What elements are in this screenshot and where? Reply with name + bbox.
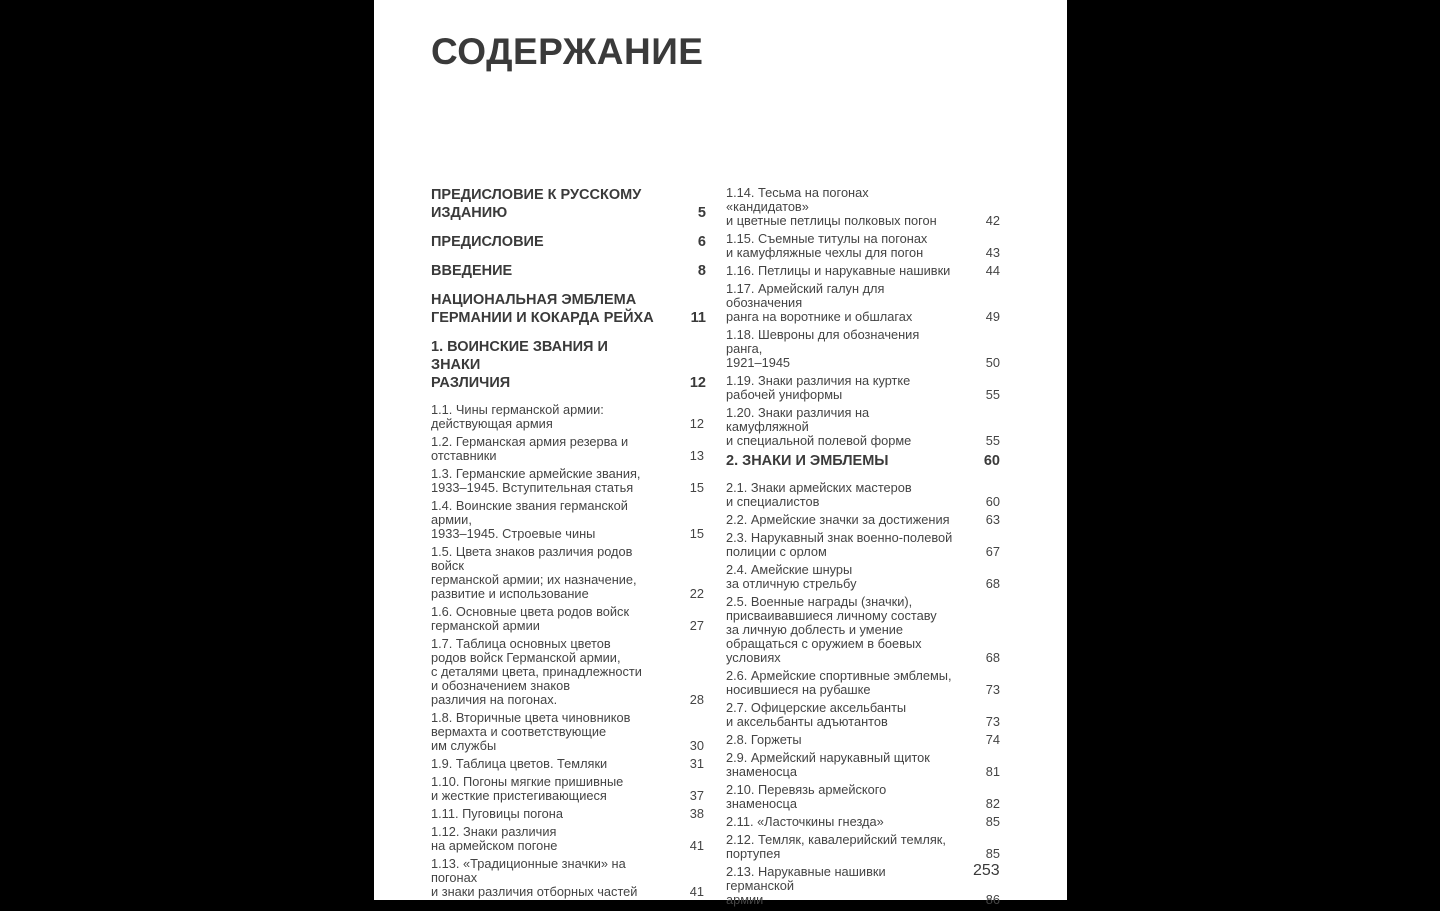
- toc-entry: [726, 264, 1000, 278]
- toc-entry: [726, 374, 1000, 402]
- toc-entry: [431, 825, 706, 853]
- toc-entry-page: 6: [697, 234, 706, 250]
- toc-entry-title: 2.7. Офицерские аксельбанты и аксельбанты адъютантов: [726, 700, 907, 729]
- toc-entry-page: 86: [985, 892, 1000, 907]
- toc-entry-title: 2.2. Армейские значки за достижения: [726, 512, 950, 527]
- toc-entry-page: 68: [985, 650, 1000, 665]
- toc-entry: [431, 637, 706, 707]
- page-number: 253: [973, 862, 1000, 879]
- toc-entry: [431, 545, 706, 601]
- toc-entry-title: 2.10. Перевязь армейского знаменосца: [726, 782, 887, 811]
- toc-entry: [726, 783, 1000, 811]
- toc-entry: [431, 291, 706, 327]
- toc-entry: [726, 186, 1000, 228]
- toc-entry-title: ВВЕДЕНИЕ: [431, 263, 513, 279]
- toc-entry-page: 41: [689, 884, 704, 899]
- toc-entry: [431, 605, 706, 633]
- toc-entry-title: 1.1. Чины германской армии: действующая армия: [431, 402, 604, 431]
- toc-entry-title: 1.18. Шевроны для обозначения ранга, 1921–1945: [726, 327, 920, 370]
- toc-entry-page: 8: [697, 263, 706, 279]
- toc-entry: [726, 865, 1000, 907]
- toc-entry-page: 37: [689, 788, 704, 803]
- toc-entry-title: 1.9. Таблица цветов. Темляки: [431, 756, 608, 771]
- toc-entry: [431, 262, 706, 280]
- toc-entry-title: 1. ВОИНСКИЕ ЗВАНИЯ И ЗНАКИ РАЗЛИЧИЯ: [431, 339, 608, 391]
- toc-entry-page: 85: [985, 814, 1000, 829]
- toc-entry-page: 55: [985, 387, 1000, 402]
- toc-entry: [726, 833, 1000, 861]
- toc-entry-page: 13: [689, 448, 704, 463]
- toc-entry: [431, 807, 706, 821]
- toc-entry-title: 1.20. Знаки различия на камуфляжной и специальной полевой форме: [726, 405, 912, 448]
- toc-entry-title: 2.9. Армейский нарукавный щиток знаменосца: [726, 750, 930, 779]
- toc-entry: [431, 338, 706, 392]
- toc-entry: [726, 282, 1000, 324]
- toc-entry-page: 67: [985, 544, 1000, 559]
- toc-entry-title: 2.12. Темляк, кавалерийский темляк, портупея: [726, 832, 946, 861]
- toc-entry-title: НАЦИОНАЛЬНАЯ ЭМБЛЕМА ГЕРМАНИИ И КОКАРДА РЕЙХА: [431, 292, 654, 326]
- toc-entry-page: 50: [985, 355, 1000, 370]
- toc-entry-page: 63: [985, 512, 1000, 527]
- toc-entry-title: 2.11. «Ласточкины гнезда»: [726, 814, 884, 829]
- toc-entry-title: 1.17. Армейский галун для обозначения ранга на воротнике и обшлагах: [726, 281, 913, 324]
- toc-entry-title: 2.4. Амейские шнуры за отличную стрельбу: [726, 562, 857, 591]
- toc-entry-page: 12: [689, 416, 704, 431]
- toc-entry: [431, 775, 706, 803]
- toc-entry-page: 49: [985, 309, 1000, 324]
- toc-entry-title: 1.4. Воинские звания германской армии, 1933–1945. Строевые чины: [431, 498, 628, 541]
- toc-entry: [726, 815, 1000, 829]
- toc-entry-title: 1.13. «Традиционные значки» на погонах и знаки различия отборных частей: [431, 856, 638, 899]
- toc-entry-page: 15: [689, 526, 704, 541]
- toc-entry: [431, 711, 706, 753]
- toc-entry-title: 1.5. Цвета знаков различия родов войск германской армии; их назначение, развитие и использование: [431, 544, 637, 601]
- book-page: [374, 0, 1067, 907]
- toc-entry-title: 1.3. Германские армейские звания, 1933–1945. Вступительная статья: [431, 466, 641, 495]
- toc-entry-page: 55: [985, 433, 1000, 448]
- toc-entry-title: 1.8. Вторичные цвета чиновников вермахта и соответствующие им службы: [431, 710, 631, 753]
- toc-left-column: [431, 186, 706, 903]
- toc-entry-title: 1.6. Основные цвета родов войск германской армии: [431, 604, 630, 633]
- toc-entry: [726, 406, 1000, 448]
- toc-entry-page: 74: [985, 732, 1000, 747]
- toc-entry-title: 2.3. Нарукавный знак военно-полевой полиции с орлом: [726, 530, 953, 559]
- toc-entry: [726, 701, 1000, 729]
- toc-entry: [726, 232, 1000, 260]
- toc-entry-title: 1.7. Таблица основных цветов родов войск Германской армии, с деталями цвета, принадлежности и обозначением знаков различия на погонах.: [431, 636, 642, 707]
- toc-entry-page: 22: [689, 586, 704, 601]
- toc-entry-page: 85: [985, 846, 1000, 861]
- toc-entry: [431, 757, 706, 771]
- toc-entry-title: 1.19. Знаки различия на куртке рабочей униформы: [726, 373, 911, 402]
- toc-entry-page: 60: [983, 453, 1000, 469]
- toc-entry-title: 2.1. Знаки армейских мастеров и специалистов: [726, 480, 912, 509]
- toc-entry-title: 1.11. Пуговицы погона: [431, 806, 563, 821]
- toc-entry: [726, 595, 1000, 665]
- toc-entry-page: 5: [697, 205, 706, 221]
- toc-entry: [726, 733, 1000, 747]
- toc-right-column: [726, 186, 1000, 911]
- toc-entry: [726, 513, 1000, 527]
- toc-entry-page: 81: [985, 764, 1000, 779]
- toc-entry-page: 68: [985, 576, 1000, 591]
- toc-entry-title: 2.6. Армейские спортивные эмблемы, носившиеся на рубашке: [726, 668, 952, 697]
- toc-entry-page: 60: [985, 494, 1000, 509]
- toc-entry-page: 73: [985, 714, 1000, 729]
- toc-entry-page: 38: [689, 806, 704, 821]
- toc-entry: [726, 531, 1000, 559]
- toc-entry: [431, 499, 706, 541]
- toc-entry: [726, 751, 1000, 779]
- toc-entry-title: 1.15. Съемные титулы на погонах и камуфляжные чехлы для погон: [726, 231, 928, 260]
- toc-entry-page: 31: [689, 756, 704, 771]
- toc-entry: [431, 435, 706, 463]
- toc-entry-page: 28: [689, 692, 704, 707]
- toc-entry-page: 30: [689, 738, 704, 753]
- toc-entry: [431, 233, 706, 251]
- toc-entry: [431, 857, 706, 899]
- toc-entry-page: 73: [985, 682, 1000, 697]
- toc-entry-page: 11: [690, 310, 706, 326]
- toc-entry: [431, 467, 706, 495]
- toc-entry-page: 82: [985, 796, 1000, 811]
- toc-entry-page: 27: [689, 618, 704, 633]
- toc-entry-title: 2.5. Военные награды (значки), присваивавшиеся личному составу за личную доблесть и умение обращаться с оружием в боевых условиях: [726, 594, 937, 665]
- toc-entry-title: 2.8. Горжеты: [726, 732, 802, 747]
- toc-entry: [726, 563, 1000, 591]
- toc-entry-page: 15: [689, 480, 704, 495]
- toc-entry-title: 1.10. Погоны мягкие пришивные и жесткие пристегивающиеся: [431, 774, 624, 803]
- toc-entry: [431, 403, 706, 431]
- toc-entry-title: 2. ЗНАКИ И ЭМБЛЕМЫ: [726, 453, 889, 469]
- toc-entry-title: 1.16. Петлицы и нарукавные нашивки: [726, 263, 951, 278]
- toc-entry-title: ПРЕДИСЛОВИЕ К РУССКОМУ ИЗДАНИЮ: [431, 187, 642, 221]
- page-title: СОДЕРЖАНИЕ: [431, 31, 704, 72]
- toc-entry-page: 42: [985, 213, 1000, 228]
- toc-entry-title: 2.13. Нарукавные нашивки германской армии: [726, 864, 886, 907]
- toc-entry: [726, 481, 1000, 509]
- toc-entry-title: 1.12. Знаки различия на армейском погоне: [431, 824, 558, 853]
- toc-entry: [726, 452, 1000, 470]
- toc-entry-page: 41: [689, 838, 704, 853]
- toc-entry-title: ПРЕДИСЛОВИЕ: [431, 234, 544, 250]
- toc-entry-page: 44: [985, 263, 1000, 278]
- toc-entry: [431, 186, 706, 222]
- toc-entry-page: 43: [985, 245, 1000, 260]
- toc-entry: [726, 669, 1000, 697]
- toc-entry-title: 1.14. Тесьма на погонах «кандидатов» и цветные петлицы полковых погон: [726, 185, 937, 228]
- toc-entry-title: 1.2. Германская армия резерва и отставники: [431, 434, 629, 463]
- toc-entry: [726, 328, 1000, 370]
- toc-entry-page: 12: [689, 375, 706, 391]
